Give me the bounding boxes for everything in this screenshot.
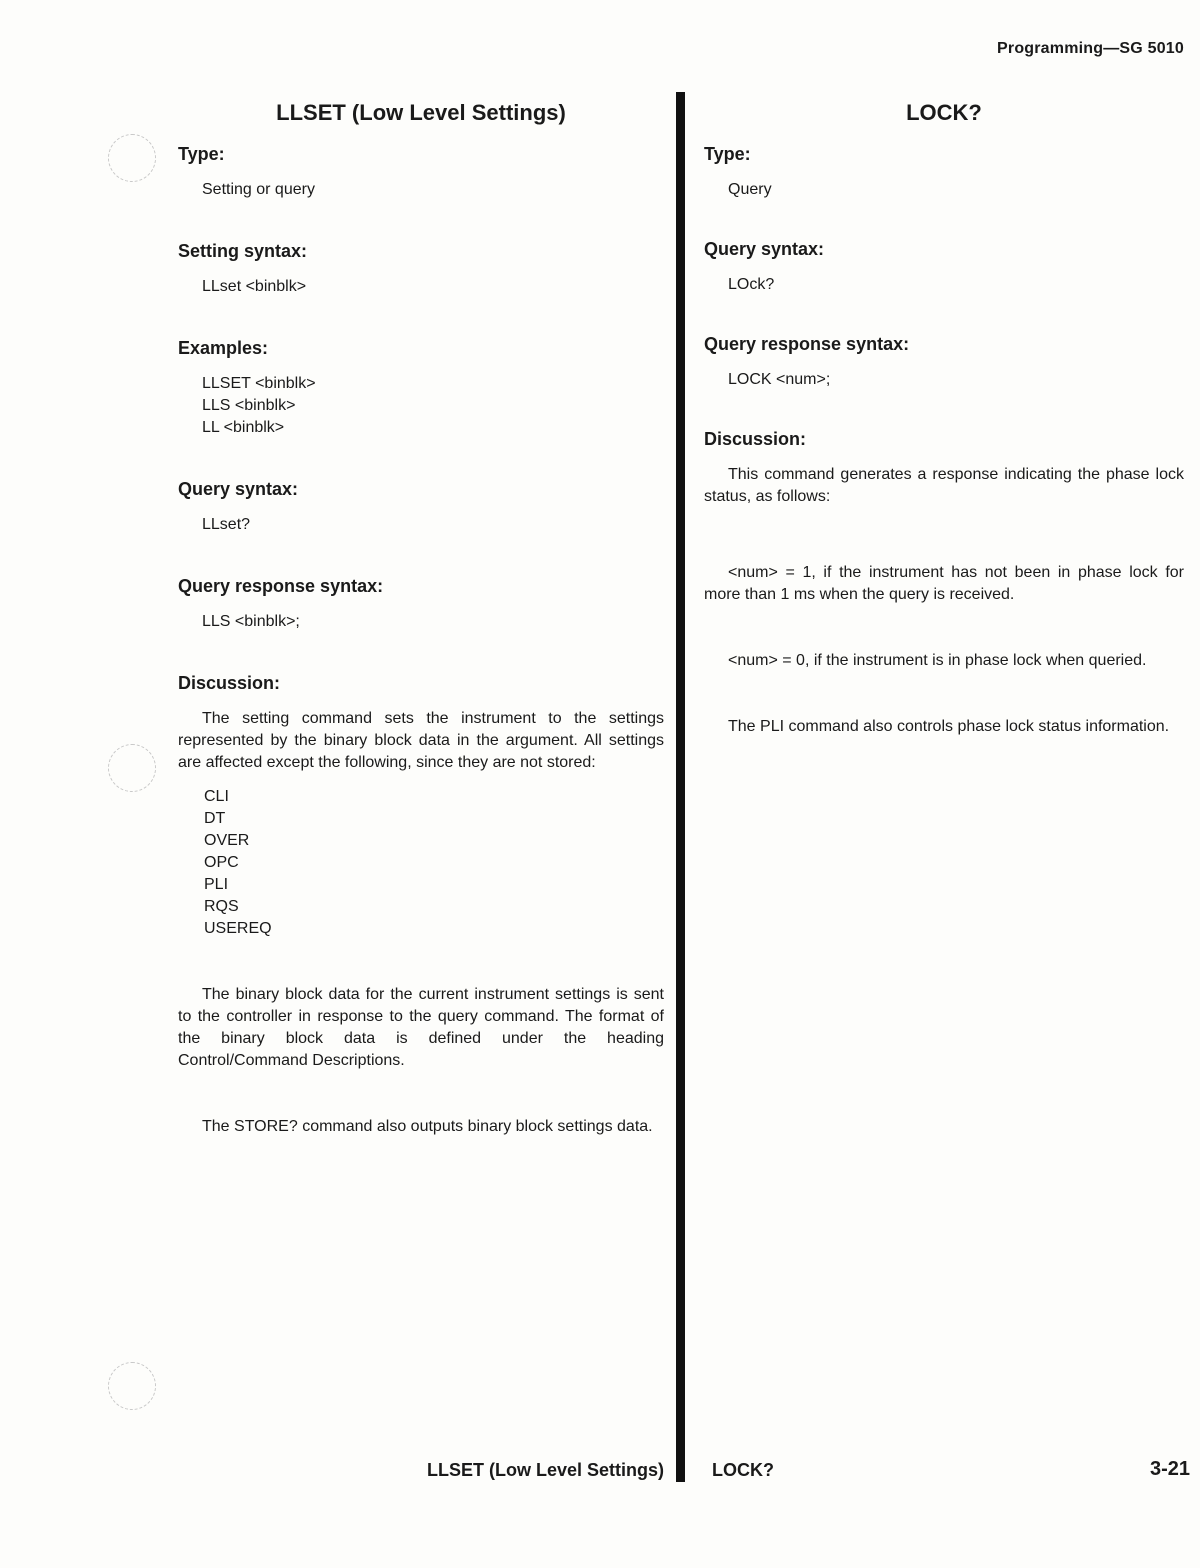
llset-examples-heading: Examples: — [178, 338, 269, 358]
llset-examples-section — [178, 338, 664, 439]
punch-hole-bottom — [108, 1362, 156, 1410]
not-stored-list — [178, 786, 664, 940]
llset-query-response-section — [178, 576, 664, 633]
llset-query-syntax-section — [178, 479, 664, 536]
not-stored-item: DT — [204, 810, 226, 827]
not-stored-item: OPC — [204, 854, 239, 871]
llset-discussion-heading: Discussion: — [178, 673, 281, 693]
llset-type-value: Setting or query — [202, 181, 315, 198]
not-stored-item: RQS — [204, 898, 239, 915]
not-stored-item: OVER — [204, 832, 250, 849]
lock-query-syntax-section — [704, 239, 1184, 296]
lock-discussion-heading: Discussion: — [704, 429, 807, 449]
llset-example: LLSET <binblk> — [202, 375, 316, 392]
llset-example: LLS <binblk> — [202, 397, 296, 414]
llset-query-syntax-heading: Query syntax: — [178, 479, 299, 499]
lock-discussion-section — [704, 429, 1184, 738]
llset-type-section — [178, 144, 664, 201]
llset-example: LL <binblk> — [202, 419, 285, 436]
lock-discussion-paragraph: <num> = 1, if the instrument has not been in phase lock for more than 1 ms when the query is received. — [704, 564, 1184, 603]
footer-right-label: LOCK? — [712, 1460, 774, 1480]
lock-type-section — [704, 144, 1184, 201]
llset-setting-syntax-value: LLset <binblk> — [202, 278, 307, 295]
lock-discussion-paragraph: <num> = 0, if the instrument is in phase lock when queried. — [728, 652, 1147, 669]
llset-discussion-paragraph: The setting command sets the instrument to the settings represented by the binary block data in the argument. All settings are affected except the following, since they are not stored: — [178, 710, 664, 771]
llset-type-heading: Type: — [178, 144, 225, 164]
llset-query-response-value: LLS <binblk>; — [202, 613, 300, 630]
running-head: Programming—SG 5010 — [997, 40, 1184, 57]
lock-column — [704, 100, 1184, 776]
not-stored-item: PLI — [204, 876, 229, 893]
lock-query-syntax-value: LOck? — [728, 276, 775, 293]
llset-setting-syntax-heading: Setting syntax: — [178, 241, 308, 261]
lock-type-heading: Type: — [704, 144, 751, 164]
lock-query-response-value: LOCK <num>; — [728, 371, 831, 388]
not-stored-item: USEREQ — [204, 920, 272, 937]
lock-type-value: Query — [728, 181, 772, 198]
lock-query-response-heading: Query response syntax: — [704, 334, 910, 354]
column-divider — [676, 92, 685, 1482]
llset-discussion-section — [178, 673, 664, 1138]
footer-left-label: LLSET (Low Level Settings) — [426, 1460, 664, 1480]
llset-title: LLSET (Low Level Settings) — [276, 100, 566, 125]
llset-query-syntax-value: LLset? — [202, 516, 251, 533]
page-number: 3-21 — [1149, 1458, 1190, 1480]
lock-discussion-paragraph: This command generates a response indicating the phase lock status, as follows: — [704, 466, 1184, 505]
lock-discussion-paragraph: The PLI command also controls phase lock status information. — [728, 718, 1170, 735]
lock-query-syntax-heading: Query syntax: — [704, 239, 825, 259]
lock-title: LOCK? — [906, 100, 982, 125]
not-stored-item: CLI — [204, 788, 229, 805]
punch-hole-middle — [108, 744, 156, 792]
llset-discussion-paragraph: The STORE? command also outputs binary block settings data. — [202, 1118, 653, 1135]
punch-hole-top — [108, 134, 156, 182]
llset-query-response-heading: Query response syntax: — [178, 576, 384, 596]
lock-query-response-section — [704, 334, 1184, 391]
llset-discussion-paragraph: The binary block data for the current instrument settings is sent to the controller in response to the query command. The format of the binary block data is defined under the heading Control/Command Descriptions. — [178, 986, 664, 1069]
llset-setting-syntax-section — [178, 241, 664, 298]
llset-column — [178, 100, 664, 1178]
